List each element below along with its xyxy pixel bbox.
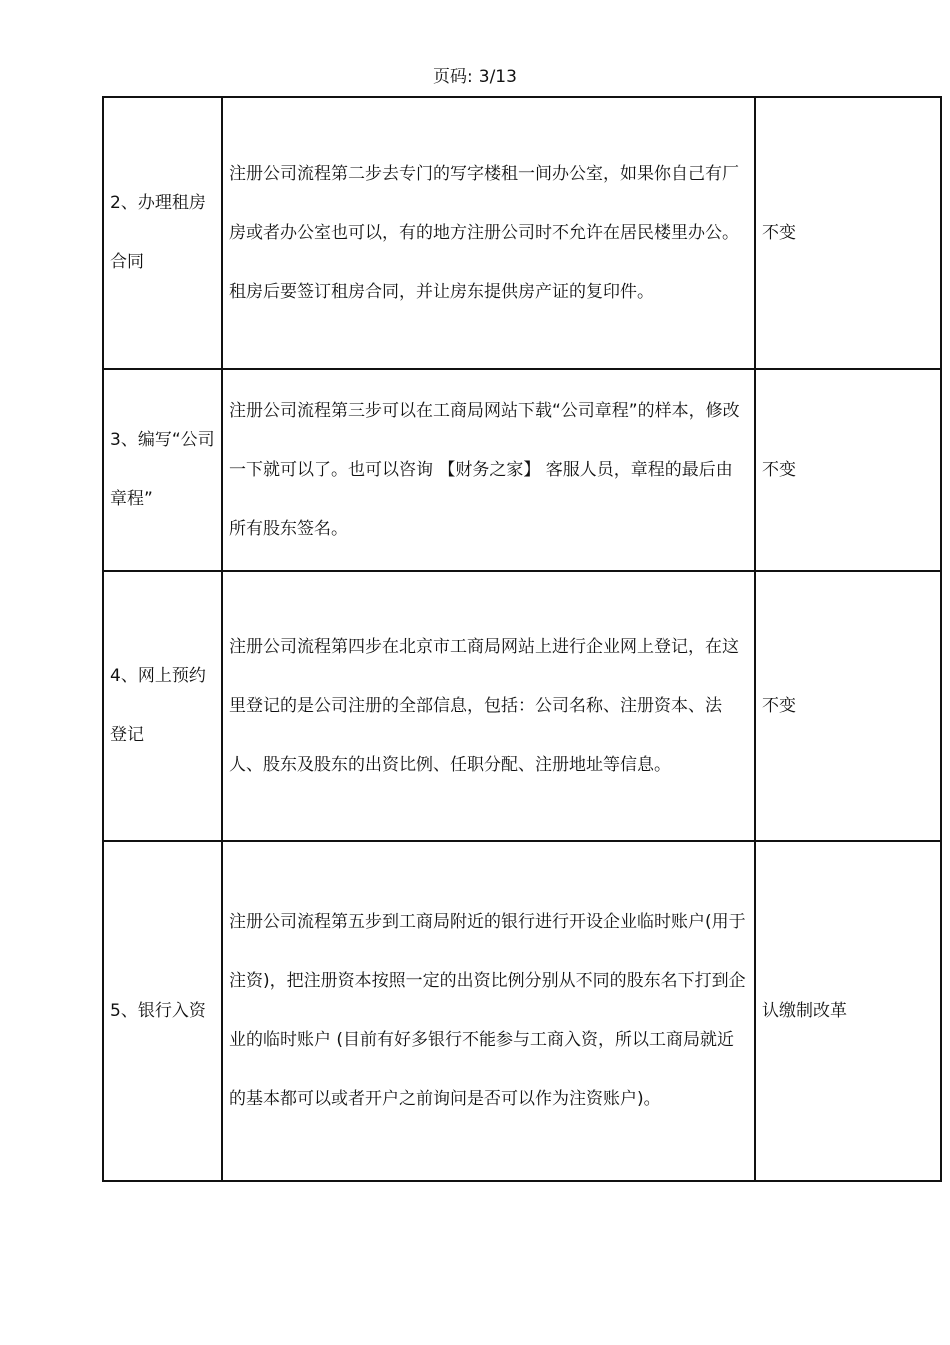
page-number — [0, 66, 950, 88]
step-name: 5、银行入资 — [110, 1000, 206, 1021]
step-description: 注册公司流程第二步去专门的写字楼租一间办公室，如果你自己有厂房或者办公室也可以，有的地方注册公司时不允许在居民楼里办公。租房后要签订租房合同，并让房东提供房产证的复印件。 — [229, 163, 739, 302]
step-name-cell — [103, 369, 222, 571]
table-row — [103, 841, 941, 1181]
step-change: 认缴制改革 — [762, 1000, 847, 1021]
step-description-cell — [222, 369, 755, 571]
step-name-cell — [103, 841, 222, 1181]
table-row — [103, 369, 941, 571]
page-number-label: 页码: — [433, 67, 473, 87]
step-description-cell — [222, 841, 755, 1181]
step-name-cell — [103, 571, 222, 841]
table-row — [103, 571, 941, 841]
registration-steps-table — [102, 96, 942, 1182]
table-row — [103, 97, 941, 369]
step-change-cell — [755, 369, 941, 571]
step-name-cell — [103, 97, 222, 369]
page-number-value: 3/13 — [478, 67, 517, 87]
step-description-cell — [222, 97, 755, 369]
step-change-cell — [755, 97, 941, 369]
step-change: 不变 — [762, 222, 796, 243]
step-change-cell — [755, 571, 941, 841]
step-description: 注册公司流程第三步可以在工商局网站下载“公司章程”的样本，修改一下就可以了。也可以咨询 【财务之家】 客服人员，章程的最后由所有股东签名。 — [229, 400, 740, 539]
step-name: 4、网上预约登记 — [110, 666, 206, 745]
step-name: 3、编写“公司章程” — [110, 430, 215, 509]
step-change: 不变 — [762, 459, 796, 480]
step-description: 注册公司流程第四步在北京市工商局网站上进行企业网上登记，在这里登记的是公司注册的全部信息，包括：公司名称、注册资本、法人、股东及股东的出资比例、任职分配、注册地址等信息。 — [229, 636, 739, 775]
step-description-cell — [222, 571, 755, 841]
step-change-cell — [755, 841, 941, 1181]
step-change: 不变 — [762, 695, 796, 716]
step-name: 2、办理租房合同 — [110, 193, 206, 272]
step-description: 注册公司流程第五步到工商局附近的银行进行开设企业临时账户(用于注资)，把注册资本按照一定的出资比例分别从不同的股东名下打到企业的临时账户 (目前有好多银行不能参与工商入资，所以工商局就近的基本都可以或者开户之前询问是否可以作为注资账户)。 — [229, 912, 746, 1109]
